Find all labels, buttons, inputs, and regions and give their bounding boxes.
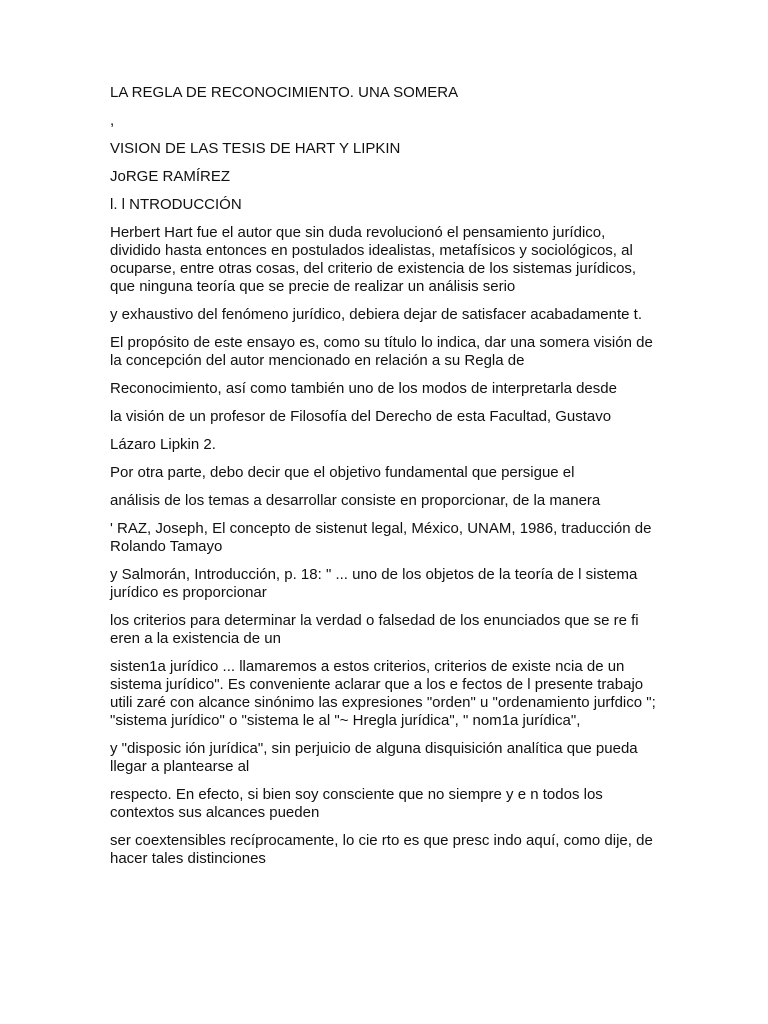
footnote-paragraph: respecto. En efecto, si bien soy consciente que no siempre y e n todos los contextos sus alcances pueden <box>110 786 603 821</box>
body-paragraph: El propósito de este ensayo es, como su título lo indica, dar una somera visión de la concepción del autor mencionado en relación a su Regla de <box>110 334 653 369</box>
body-paragraph: Herbert Hart fue el autor que sin duda revolucionó el pensamiento jurídico, dividido hasta entonces en postulados idealistas, metafísicos y sociológicos, al ocuparse, entre otras cosas, del criterio de existencia de los sistemas jurídicos, que ninguna teoría que se precie de realizar un análisis serio <box>110 224 637 295</box>
body-paragraph: Reconocimiento, así como también uno de los modos de interpretarla desde <box>110 380 617 397</box>
document-title-line-1: LA REGLA DE RECONOCIMIENTO. UNA SOMERA <box>110 84 459 101</box>
document-page <box>110 84 658 878</box>
document-title-line-2: VISION DE LAS TESIS DE HART Y LIPKIN <box>110 140 401 157</box>
stray-mark: , <box>110 112 115 129</box>
body-paragraph: la visión de un profesor de Filosofía del Derecho de esta Facultad, Gustavo <box>110 408 612 425</box>
section-heading: l. l NTRODUCCIÓN <box>110 196 242 213</box>
body-paragraph: y exhaustivo del fenómeno jurídico, debiera dejar de satisfacer acabadamente t. <box>110 306 642 323</box>
author-name: JoRGE RAMÍREZ <box>110 168 231 185</box>
body-paragraph: Por otra parte, debo decir que el objetivo fundamental que persigue el <box>110 464 575 481</box>
body-paragraph: análisis de los temas a desarrollar consiste en proporcionar, de la manera <box>110 492 601 509</box>
footnote-paragraph: los criterios para determinar la verdad o falsedad de los enunciados que se re fi eren a la existencia de un <box>110 612 639 647</box>
footnote-paragraph: y Salmorán, Introducción, p. 18: " ... uno de los objetos de la teoría de l sistema jurídico es proporcionar <box>110 566 638 601</box>
footnote-paragraph: y "disposic ión jurídica", sin perjuicio de alguna disquisición analítica que pueda llegar a plantearse al <box>110 740 638 775</box>
footnote-paragraph: ' RAZ, Joseph, El concepto de sistenut legal, México, UNAM, 1986, traducción de Rolando Tamayo <box>110 520 652 555</box>
footnote-paragraph: sisten1a jurídico ... llamaremos a estos criterios, criterios de existe ncia de un sistema jurídico". Es conveniente aclarar que a los e fectos de l presente trabajo utili zaré con alcance sinónimo las expresiones "orden" u "ordenamiento jurfdico "; "sistema jurídico" o "sistema le al "~ Hregla jurídica", " nom1a jurídica", <box>110 658 656 729</box>
body-paragraph: Lázaro Lipkin 2. <box>110 436 216 453</box>
footnote-paragraph: ser coextensibles recíprocamente, lo cie rto es que presc indo aquí, como dije, de hacer tales distinciones <box>110 832 653 867</box>
